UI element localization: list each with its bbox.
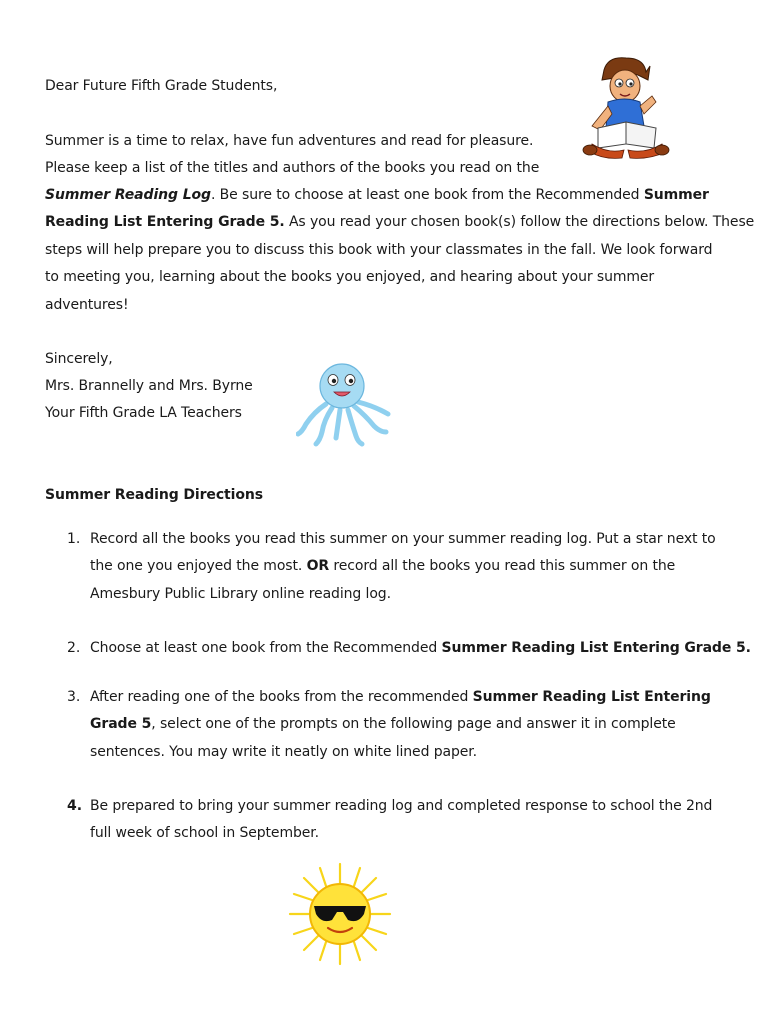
boy-reading-icon <box>578 56 670 160</box>
list-item: Be prepared to bring your summer reading log and completed response to school the 2nd <box>90 798 713 814</box>
letter-line: to meeting you, learning about the books you enjoyed, and hearing about your summer <box>45 269 655 285</box>
letter-line: Summer Reading Log. Be sure to choose at least one book from the Recommended Summer <box>45 187 709 203</box>
reading-list-title: Reading List Entering Grade 5. <box>45 214 285 230</box>
sun-icon <box>288 862 392 966</box>
list-number: 2. <box>67 640 81 656</box>
list-item: the one you enjoyed the most. OR record all the books you read this summer on the <box>90 558 676 574</box>
list-item: full week of school in September. <box>90 825 320 841</box>
list-number: 3. <box>67 689 81 705</box>
letter-line: Please keep a list of the titles and authors of the books you read on the <box>45 160 540 176</box>
directions-heading: Summer Reading Directions <box>45 487 263 503</box>
list-item: sentences. You may write it neatly on white lined paper. <box>90 744 477 760</box>
list-item: Choose at least one book from the Recommended Summer Reading List Entering Grade 5. <box>90 640 751 656</box>
octopus-icon <box>296 360 392 448</box>
list-item: Amesbury Public Library online reading log. <box>90 586 391 602</box>
greeting: Dear Future Fifth Grade Students, <box>45 78 278 94</box>
letter-line: adventures! <box>45 297 129 313</box>
list-item: After reading one of the books from the recommended Summer Reading List Entering <box>90 689 711 705</box>
list-item: Record all the books you read this summer on your summer reading log. Put a star next to <box>90 531 716 547</box>
list-number: 4. <box>67 798 83 814</box>
signature: Mrs. Brannelly and Mrs. Byrne <box>45 378 253 394</box>
closing: Sincerely, <box>45 351 113 367</box>
letter-line: Reading List Entering Grade 5. As you read your chosen book(s) follow the directions below. These <box>45 214 755 230</box>
letter-line: steps will help prepare you to discuss this book with your classmates in the fall. We look forward <box>45 242 713 258</box>
signature: Your Fifth Grade LA Teachers <box>45 405 242 421</box>
list-number: 1. <box>67 531 81 547</box>
reading-list-title: Summer <box>643 187 709 203</box>
list-item: Grade 5, select one of the prompts on the following page and answer it in complete <box>90 716 676 732</box>
summer-reading-log-title: Summer Reading Log <box>45 187 211 203</box>
letter-line: Summer is a time to relax, have fun adventures and read for pleasure. <box>45 133 534 149</box>
